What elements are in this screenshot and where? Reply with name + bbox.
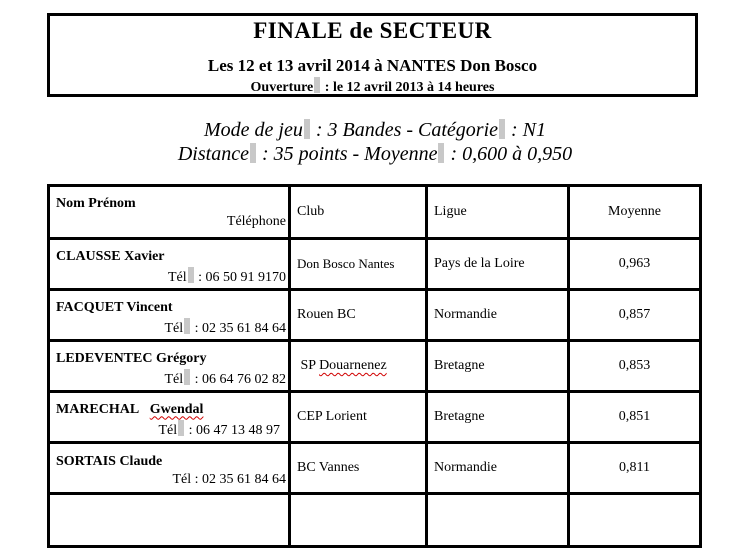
player-name: FACQUET Vincent xyxy=(56,299,173,315)
header-name: Nom Prénom xyxy=(56,196,136,211)
table-row xyxy=(49,341,701,392)
opening-value: : le 12 avril 2013 à 14 heures xyxy=(321,80,495,95)
league-cell: Normandie xyxy=(427,443,569,494)
average-cell: 0,857 xyxy=(569,290,701,341)
empty-cell xyxy=(569,494,701,547)
player-cell xyxy=(49,443,290,494)
average-cell: 0,811 xyxy=(569,443,701,494)
average-cell: 0,963 xyxy=(569,239,701,290)
phone-label: Tél xyxy=(172,472,192,487)
league-cell: Normandie xyxy=(427,290,569,341)
header-phone: Téléphone xyxy=(226,214,286,229)
phone-value: : 02 35 61 84 64 xyxy=(191,320,286,336)
moyenne-value: : 0,600 à 0,950 xyxy=(445,143,573,165)
player-cell xyxy=(49,239,290,290)
table-row xyxy=(49,392,701,443)
table-row xyxy=(49,290,701,341)
average-cell: 0,851 xyxy=(569,392,701,443)
player-name: CLAUSSE Xavier xyxy=(56,248,165,264)
distance-line xyxy=(0,143,750,166)
phone-value: : 02 35 61 84 64 xyxy=(191,472,286,487)
formatting-mark xyxy=(188,267,194,283)
formatting-mark xyxy=(304,119,310,139)
table-row xyxy=(49,239,701,290)
player-last-name: MARECHAL xyxy=(56,401,140,417)
empty-cell xyxy=(427,494,569,547)
player-phone xyxy=(56,318,286,337)
average-cell: 0,853 xyxy=(569,341,701,392)
header-name-cell xyxy=(49,186,290,239)
category-value: : N1 xyxy=(506,119,547,141)
phone-value: : 06 47 13 48 97 xyxy=(185,422,280,438)
table-row xyxy=(49,443,701,494)
event-dates-location: Les 12 et 13 avril 2014 à NANTES Don Bosco xyxy=(207,56,538,75)
player-phone xyxy=(56,472,286,488)
player-name: LEDEVENTEC Grégory xyxy=(56,350,207,366)
phone-label: Tél xyxy=(167,269,187,285)
formatting-mark xyxy=(184,318,190,334)
phone-label: Tél xyxy=(158,422,178,438)
club-cell: CEP Lorient xyxy=(290,392,427,443)
league-cell: Bretagne xyxy=(427,392,569,443)
player-first-name: Gwendal xyxy=(149,401,204,417)
club-cell: Rouen BC xyxy=(290,290,427,341)
club-name: Douarnenez xyxy=(319,358,387,373)
empty-row xyxy=(49,494,701,547)
formatting-mark xyxy=(438,143,444,163)
player-cell xyxy=(49,290,290,341)
formatting-mark xyxy=(184,369,190,385)
formatting-mark xyxy=(250,143,256,163)
formatting-mark xyxy=(314,77,320,93)
player-name xyxy=(56,402,282,418)
header-club: Club xyxy=(290,186,427,239)
player-cell xyxy=(49,341,290,392)
player-phone xyxy=(56,369,286,388)
header-average: Moyenne xyxy=(569,186,701,239)
page-title: FINALE de SECTEUR xyxy=(253,18,492,43)
player-cell xyxy=(49,392,290,443)
player-phone xyxy=(56,267,286,286)
formatting-mark xyxy=(178,420,184,436)
distance-value: : 35 points - Moyenne xyxy=(256,143,438,165)
mode-label: Mode de jeu xyxy=(203,119,303,141)
club-cell xyxy=(290,341,427,392)
mode-value: : 3 Bandes - Catégorie xyxy=(310,119,499,141)
club-cell: BC Vannes xyxy=(290,443,427,494)
league-cell: Bretagne xyxy=(427,341,569,392)
table-header-row xyxy=(49,186,701,239)
opening-line xyxy=(50,77,695,96)
phone-label: Tél xyxy=(164,371,184,387)
players-table xyxy=(47,184,702,548)
header-league: Ligue xyxy=(427,186,569,239)
phone-value: : 06 64 76 02 82 xyxy=(191,371,286,387)
phone-label: Tél xyxy=(164,320,184,336)
club-cell: Don Bosco Nantes xyxy=(290,239,427,290)
header-box xyxy=(47,13,698,97)
opening-label: Ouverture xyxy=(250,80,314,95)
empty-cell xyxy=(49,494,290,547)
player-name: SORTAIS Claude xyxy=(56,454,163,469)
club-prefix: SP xyxy=(300,358,320,373)
distance-label: Distance xyxy=(177,143,249,165)
formatting-mark xyxy=(499,119,505,139)
league-cell: Pays de la Loire xyxy=(427,239,569,290)
game-mode-line xyxy=(0,119,750,142)
player-phone xyxy=(56,420,280,439)
empty-cell xyxy=(290,494,427,547)
phone-value: : 06 50 91 9170 xyxy=(194,269,286,285)
